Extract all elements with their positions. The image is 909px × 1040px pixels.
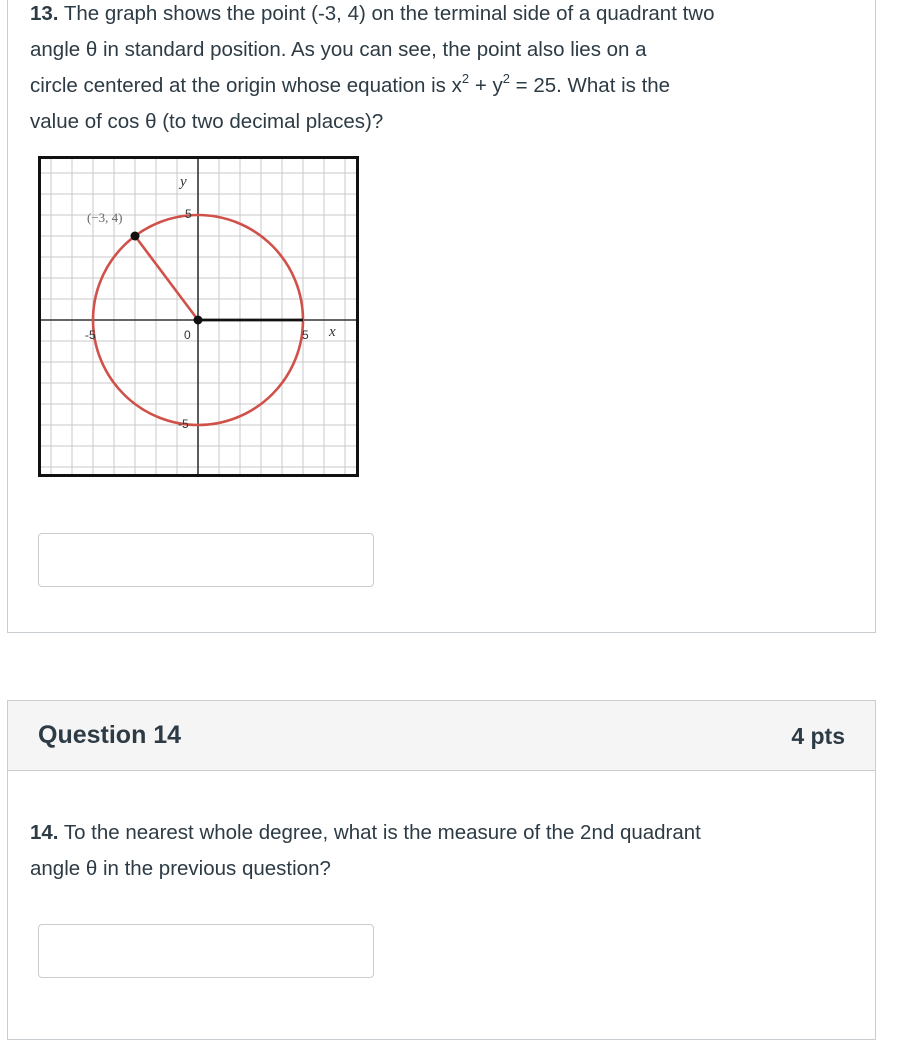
question-14-points: 4 pts [791,723,845,749]
unit-circle-graph [38,156,359,477]
question-14-line-2: angle θ in the previous question? [30,857,331,880]
point-neg3-4 [131,232,140,241]
question-14-line-1: 14. To the nearest whole degree, what is the measure of the 2nd quadrant [30,821,701,844]
tick-x-left: -5 [85,328,96,342]
question-14-answer-input[interactable] [38,924,374,978]
tick-y-bottom: -5 [178,417,189,431]
question-13-line-3: circle centered at the origin whose equation is $x^2 + y^2 = 25$. What is the [30,71,671,97]
origin-point [194,316,203,325]
origin-label: 0 [184,328,191,342]
question-13-text [30,0,860,140]
question-14-header [8,701,875,771]
question-13-line-2: angle θ in standard position. As you can see, the point also lies on a [30,38,647,61]
question-14-text [30,815,860,887]
tick-x-right: 5 [302,328,309,342]
point-label: (−3, 4) [87,210,123,225]
question-13-line-4: value of cos θ (to two decimal places)? [30,110,384,133]
question-13-number: 13. [30,2,59,25]
y-axis-label: y [180,174,187,190]
question-14-title: Question 14 [38,721,182,749]
x-axis-label: x [329,324,336,340]
tick-y-top: 5 [185,207,192,221]
question-14-number: 14. [30,821,59,844]
question-13-line-1: 13. The graph shows the point (-3, 4) on the terminal side of a quadrant two [30,2,715,25]
question-13-answer-input[interactable] [38,533,374,587]
